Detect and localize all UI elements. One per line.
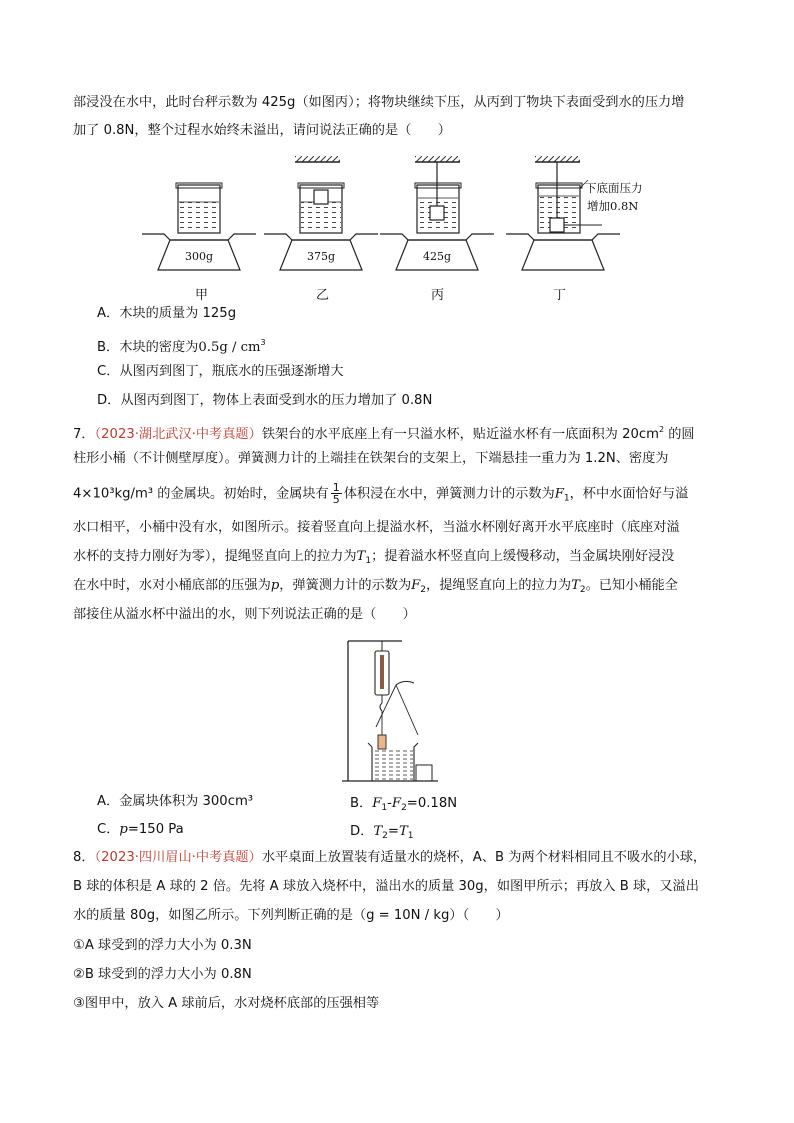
q8-statement-3: ③图甲中，放入 A 球前后，水对烧杯底部的压强相等 <box>73 996 380 1011</box>
callout-line-1: 下底面压力 <box>585 181 643 195</box>
scale-reading-jia: 300g <box>184 250 214 263</box>
callout-line-2: 增加0.8N <box>587 199 639 213</box>
q7-line5-b: ；提着溢水杯竖直向上缓慢移动，当金属块刚好浸没 <box>371 549 675 564</box>
symbol-f: F <box>554 486 564 502</box>
q8-statement-1: ①A 球受到的浮力大小为 0.3N <box>73 938 252 953</box>
caption-ding: 丁 <box>553 288 567 303</box>
subscript-1: 1 <box>407 831 414 841</box>
q7-option-b: B．$F_1-F_2=0.18N$ <box>350 796 458 813</box>
symbol-t: T <box>398 824 408 839</box>
q6-option-b <box>97 333 266 358</box>
fraction-denominator: 5 <box>332 493 340 506</box>
caption-yi: 乙 <box>316 288 330 303</box>
scale-jia <box>142 183 256 270</box>
q6-option-c: C．从图丙到图丁，瓶底水的压强逐渐增大 <box>97 364 344 379</box>
q6-text-line-2: 加了 0.8N，整个过程水始终未溢出，请问说法正确的是（ ） <box>73 123 451 138</box>
q8-text-line-3: 水的质量 80g，如图乙所示。下列判断正确的是（g = 10N / kg）（ ） <box>73 908 509 923</box>
symbol-t: T <box>356 549 366 564</box>
q6-text-line-1: 部浸没在水中，此时台秤示数为 425g（如图丙）；将物块继续下压，从丙到丁物块下表面受到水的压力增 <box>73 95 685 110</box>
q7-text-line-5 <box>73 547 674 571</box>
symbol-f: F <box>411 578 421 593</box>
q7-line6-c: ，提绳竖直向上的拉力为 <box>426 578 572 593</box>
q7-line5-a: 水杯的支持力刚好为零），提绳竖直向上的拉力为 <box>73 549 357 564</box>
q7-line6-a: 在水中时，水对小桶底部的压强为 <box>73 578 271 593</box>
subscript-1: 1 <box>381 803 388 813</box>
q7-option-c <box>97 820 184 840</box>
q7-option-d <box>350 820 413 841</box>
q8-statement-2: ②B 球受到的浮力大小为 0.8N <box>73 967 252 982</box>
subscript-1: 1 <box>563 493 570 504</box>
q7-line1-rest: 铁架台的水平底座上有一只溢水杯，贴近溢水杯有一底面积为 20cm <box>261 427 659 442</box>
option-b-value: 0.5g / cm <box>198 340 261 355</box>
symbol-f: F <box>372 796 382 811</box>
q7-text-line-3 <box>73 482 688 509</box>
scale-yi <box>264 156 378 270</box>
caption-jia: 甲 <box>195 288 209 303</box>
subscript-2: 2 <box>420 585 427 595</box>
scale-ding <box>506 156 643 270</box>
q7-text-line-4: 水口相平，小桶中没有水，如图所示。接着竖直向上提溢水杯，当溢水杯刚好离开水平底座时（底座对溢 <box>73 520 680 535</box>
subscript-2: 2 <box>401 803 407 813</box>
scale-reading-yi: 375g <box>306 250 336 263</box>
option-d-prefix: D． <box>350 824 374 839</box>
q7-line3-c: ，杯中水面恰好与溢 <box>569 486 689 502</box>
q7-line3-b: 体积浸在水中，弹簧测力计的示数为 <box>343 486 555 502</box>
option-d-eq: = <box>387 824 399 839</box>
q6-option-d: D．从图丙到图丁，物体上表面受到水的压力增加了 0.8N <box>97 393 433 408</box>
option-b-prefix: B．木块的密度为 <box>97 340 199 355</box>
fraction-one-fifth <box>331 482 342 505</box>
scale-bing <box>380 156 494 270</box>
subscript-1: 1 <box>365 556 372 566</box>
q8-source: （2023·四川眉山·中考真题） <box>94 850 262 865</box>
symbol-f: F <box>391 796 402 811</box>
symbol-p: p <box>119 822 128 837</box>
option-c-prefix: C． <box>97 822 120 837</box>
q7-line6-d: 。已知小桶能全 <box>585 578 678 593</box>
option-c-suffix: =150 Pa <box>127 822 184 837</box>
symbol-p: p <box>270 578 280 593</box>
q7-line1-exp: 2 <box>658 425 665 434</box>
symbol-t: T <box>571 578 580 593</box>
subscript-2: 2 <box>579 585 586 595</box>
q7-line1-end: 的圆 <box>664 427 695 442</box>
q7-text-line-1 <box>73 420 695 445</box>
fraction-numerator: 1 <box>332 481 340 494</box>
q7-line6-b: ，弹簧测力计的示数为 <box>279 578 412 593</box>
q7-line3-a: 4×10³kg/m³ 的金属块。初始时，金属块有 <box>73 486 329 502</box>
subscript-2: 2 <box>382 831 388 841</box>
q8-text-line-1 <box>73 848 706 868</box>
q6-option-a: A．木块的质量为 125g <box>97 306 237 321</box>
q7-source: （2023·湖北武汉·中考真题） <box>94 427 262 442</box>
scale-reading-bing: 425g <box>422 250 452 263</box>
q7-number: 7． <box>73 427 95 442</box>
q7-text-line-2: 柱形小桶（不计侧壁厚度）。弹簧测力计的上端挂在铁架台的支架上，下端悬挂一重力为 1.2N、密度为 <box>73 451 669 466</box>
q7-text-line-7: 部接住从溢水杯中溢出的水，则下列说法正确的是（ ） <box>73 607 416 622</box>
q8-text-line-2: B 球的体积是 A 球的 2 倍。先将 A 球放入烧杯中，溢出水的质量 30g，如图甲所示；再放入 B 球，又溢出 <box>73 879 699 894</box>
q8-number: 8． <box>73 850 95 865</box>
q6-figure-scales <box>140 150 660 300</box>
symbol-t: T <box>373 824 383 839</box>
option-b-prefix: B． <box>350 796 373 811</box>
q7-figure-overflow-cup <box>340 637 440 785</box>
caption-bing: 丙 <box>431 288 445 303</box>
q7-option-a: A．金属块体积为 300cm³ <box>97 794 254 809</box>
q7-text-line-6 <box>73 576 678 600</box>
q8-line1-rest: 水平桌面上放置装有适量水的烧杯，A、B 为两个材料相同且不吸水的小球， <box>261 850 707 865</box>
option-b-suffix: =0.18N <box>406 796 458 811</box>
option-b-exp: 3 <box>260 338 266 347</box>
